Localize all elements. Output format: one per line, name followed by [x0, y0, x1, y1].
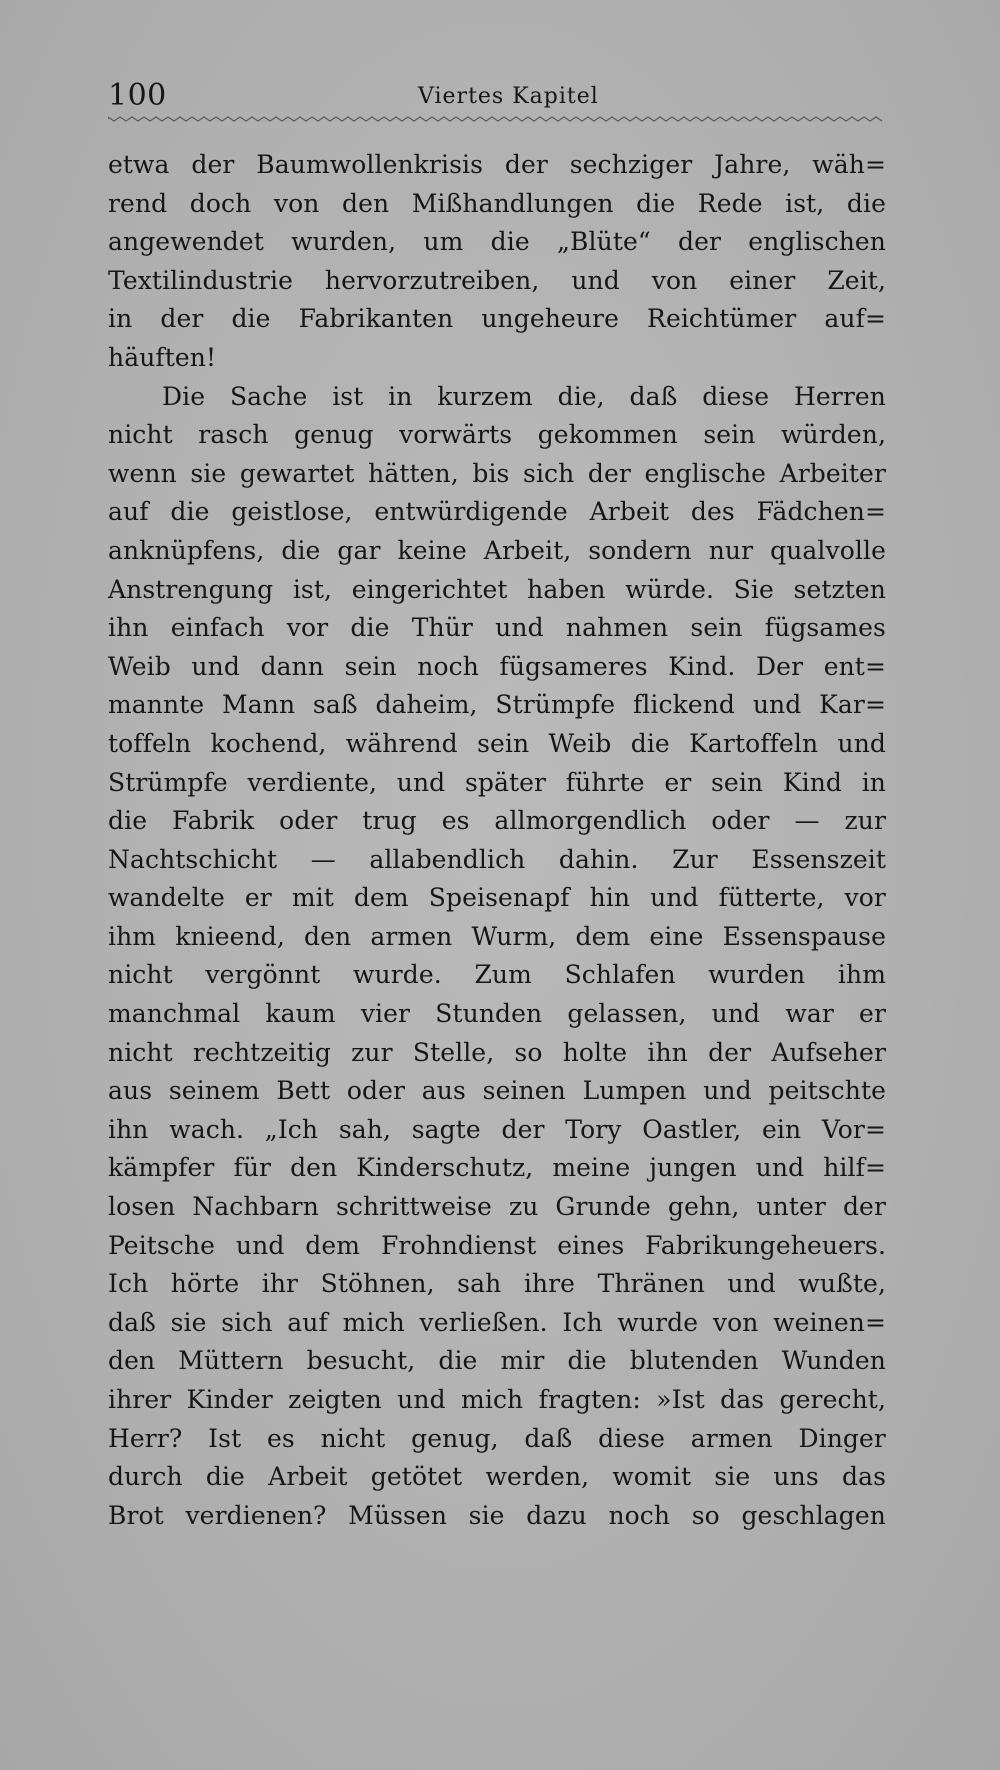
text-line: ihn einfach vor die Thür und nahmen sein fügsames — [108, 613, 886, 643]
page-header — [108, 76, 886, 116]
text-line: Weib und dann sein noch fügsameres Kind. Der ent= — [108, 651, 886, 681]
text-line: etwa der Baumwollenkrisis der sechziger Jahre, wäh= — [108, 150, 886, 179]
text-line: Die Sache ist in kurzem die, daß diese Herren — [162, 381, 886, 411]
text-line: Strümpfe verdiente, und später führte er sein Kind in — [108, 767, 886, 797]
text-line: Peitsche und dem Frohndienst eines Fabrikungeheuers. — [108, 1230, 886, 1260]
text-line: Textilindustrie hervorzutreiben, und von einer Zeit, — [108, 265, 886, 295]
text-line: angewendet wurden, um die „Blüte“ der englischen — [108, 227, 886, 257]
header-rule — [108, 114, 886, 124]
text-line: daß sie sich auf mich verließen. Ich wurde von weinen= — [108, 1307, 886, 1337]
text-line: ihrer Kinder zeigten und mich fragten: »Ist das gerecht, — [108, 1385, 886, 1414]
running-head: Viertes Kapitel — [418, 84, 599, 109]
text-line: Brot verdienen? Müssen sie dazu noch so geschlagen — [108, 1500, 886, 1530]
text-line: nicht rechtzeitig zur Stelle, so holte ihn der Aufseher — [108, 1037, 886, 1067]
text-line: wandelte er mit dem Speisenapf hin und fütterte, vor — [108, 883, 886, 913]
text-line: die Fabrik oder trug es allmorgendlich oder — zur — [108, 806, 886, 836]
text-line: nicht vergönnt wurde. Zum Schlafen wurden ihm — [108, 960, 886, 990]
text-line: losen Nachbarn schrittweise zu Grunde gehn, unter der — [108, 1192, 886, 1222]
text-line: häuften! — [108, 342, 217, 372]
text-line: mannte Mann saß daheim, Strümpfe flickend und Kar= — [108, 690, 886, 720]
text-line: durch die Arbeit getötet werden, womit sie uns das — [108, 1462, 886, 1492]
text-line: Ich hörte ihr Stöhnen, sah ihre Thränen und wußte, — [108, 1269, 886, 1299]
page-number: 100 — [108, 78, 167, 113]
text-line: Nachtschicht — allabendlich dahin. Zur Essenszeit — [108, 844, 886, 874]
text-line: rend doch von den Mißhandlungen die Rede ist, die — [108, 188, 886, 218]
text-line: nicht rasch genug vorwärts gekommen sein würden, — [108, 420, 886, 450]
text-line: manchmal kaum vier Stunden gelassen, und war er — [108, 999, 886, 1029]
text-line: auf die geistlose, entwürdigende Arbeit des Fädchen= — [108, 497, 886, 527]
text-line: Anstrengung ist, eingerichtet haben würde. Sie setzten — [108, 574, 886, 604]
text-line: Herr? Ist es nicht genug, daß diese armen Dinger — [108, 1423, 886, 1453]
text-line: in der die Fabrikanten ungeheure Reichtümer auf= — [108, 304, 886, 334]
text-line: anknüpfens, die gar keine Arbeit, sondern nur qualvolle — [108, 535, 886, 565]
body-text — [108, 146, 886, 1535]
text-line: den Müttern besucht, die mir die blutenden Wunden — [108, 1346, 886, 1376]
text-line: aus seinem Bett oder aus seinen Lumpen und peitschte — [108, 1076, 886, 1106]
text-line: toffeln kochend, während sein Weib die Kartoffeln und — [108, 728, 886, 758]
text-line: kämpfer für den Kinderschutz, meine jungen und hilf= — [108, 1153, 886, 1183]
text-line: wenn sie gewartet hätten, bis sich der englische Arbeiter — [108, 458, 886, 488]
text-line: ihn wach. „Ich sah, sagte der Tory Oastler, ein Vor= — [108, 1114, 886, 1144]
text-line: ihm knieend, den armen Wurm, dem eine Essenspause — [108, 921, 886, 951]
